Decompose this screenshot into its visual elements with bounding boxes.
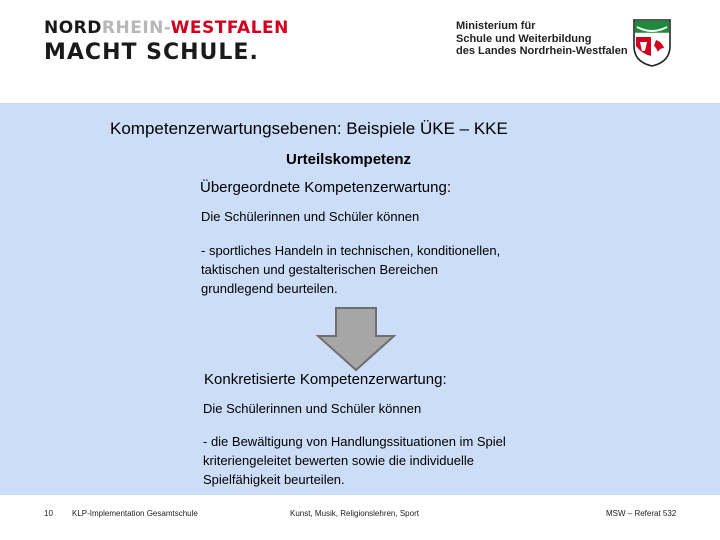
upper-competence-heading: Übergeordnete Kompetenzerwartung: [200,179,451,196]
upper-competence-intro: Die Schülerinnen und Schüler können [201,209,420,224]
concrete-competence-heading: Konkretisierte Kompetenzerwartung: [204,371,447,388]
ministry-line: Ministerium für [456,20,536,32]
ministry-name [456,20,628,58]
ministry-line: des Landes Nordrhein-Westfalen [456,45,628,57]
competence-area-title: Urteilskompetenz [286,151,412,168]
footer-left-text: KLP-Implementation Gesamtschule [72,509,198,518]
ministry-line: Schule und Weiterbildung [456,32,592,45]
footer [0,495,720,540]
slide-title: Kompetenzerwartungsebenen: Beispiele ÜKE – KKE [110,119,508,138]
logo-wordmark [44,18,289,38]
footer-center-text: Kunst, Musik, Religionslehren, Sport [290,509,419,518]
logo-rhein: RHEIN- [101,18,171,38]
logo-tagline: MACHT SCHULE. [44,40,259,65]
concrete-competence-text: - die Bewältigung von Handlungssituationen im Spiel kriteriengeleitet bewerten sowie die individuelle Spielfähigkeit beurteilen. [203,434,506,487]
logo-nord: NORD [44,18,102,38]
nrw-coat-of-arms-icon [632,18,672,68]
header [0,0,720,103]
upper-competence-text: - sportliches Handeln in technischen, konditionellen, taktischen und gestalterischen Bereichen grundlegend beurteilen. [201,243,501,296]
logo-westfalen: WESTFALEN [170,18,289,38]
concrete-competence-intro: Die Schülerinnen und Schüler können [203,401,422,416]
slide-content [0,103,720,495]
footer-right-text: MSW – Referat 532 [606,509,677,518]
page-number: 10 [44,509,53,518]
nrw-macht-schule-logo [44,18,289,66]
down-arrow-icon [316,306,396,372]
